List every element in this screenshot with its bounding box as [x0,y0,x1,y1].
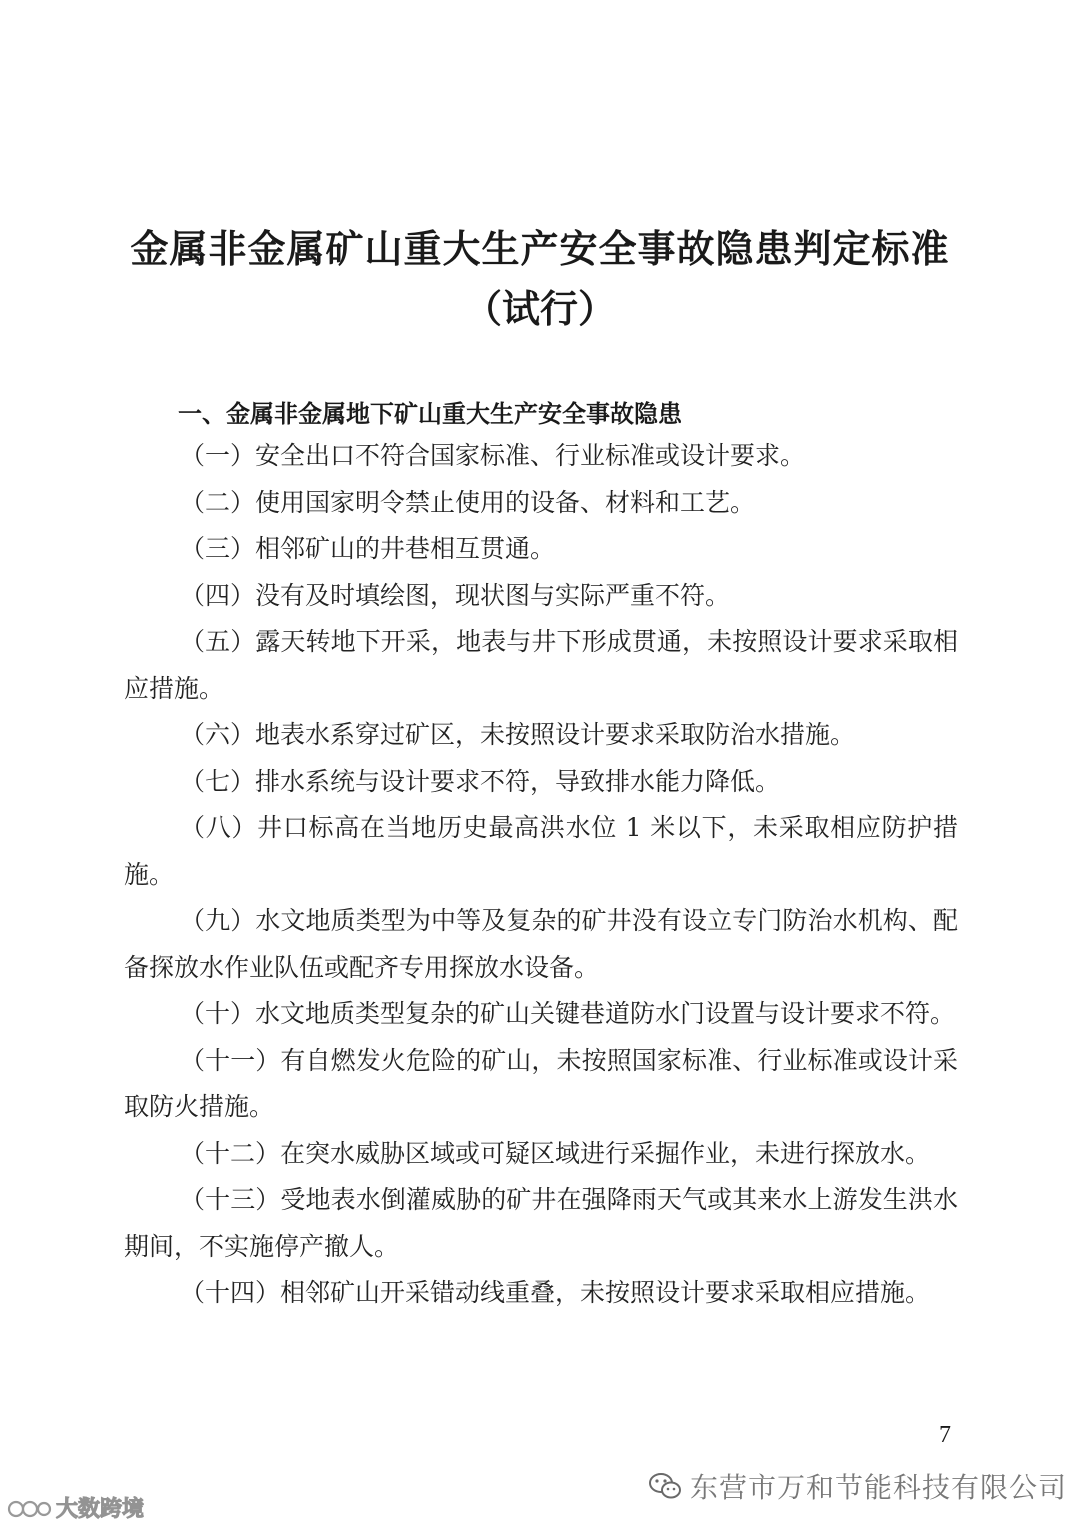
brand-watermark [6,1492,144,1523]
list-item: （一）安全出口不符合国家标准、行业标准或设计要求。 [180,441,806,470]
list-item: （六）地表水系穿过矿区，未按照设计要求采取防治水措施。 [180,720,856,749]
document-title: 金属非金属矿山重大生产安全事故隐患判定标准 [130,226,950,271]
list-item: （二）使用国家明令禁止使用的设备、材料和工艺。 [180,487,756,517]
list-item: （十一）有自燃发火危险的矿山，未按照国家标准、行业标准或设计采取防火措施。 [124,1045,958,1121]
section-heading: 一、金属非金属地下矿山重大生产安全事故隐患 [178,400,682,428]
list-item: （十）水文地质类型复杂的矿山关键巷道防水门设置与设计要求不符。 [180,999,956,1028]
page-number: 7 [939,1422,951,1448]
list-item: （八）井口标高在当地历史最高洪水位 1 米以下，未采取相应防护措施。 [124,813,958,889]
list-item: （七）排水系统与设计要求不符，导致排水能力降低。 [180,766,781,796]
list-item: （九）水文地质类型为中等及复杂的矿井没有设立专门防治水机构、配备探放水作业队伍或配齐专用探放水设备。 [124,906,958,982]
list-item: （十二）在突水威胁区域或可疑区域进行采掘作业，未进行探放水。 [180,1138,931,1168]
company-name: 东营市万和节能科技有限公司 [690,1471,1068,1504]
brand-logo-icon [6,1493,52,1523]
list-item: （三）相邻矿山的井巷相互贯通。 [180,534,556,563]
hazard-list [124,433,958,1317]
document-subtitle: （试行） [463,286,616,331]
list-item: （四）没有及时填绘图，现状图与实际严重不符。 [180,580,731,610]
wechat-icon [648,1472,682,1500]
company-watermark [648,1466,1067,1506]
brand-name: 大数跨境 [56,1497,145,1522]
list-item: （十四）相邻矿山开采错动线重叠，未按照设计要求采取相应措施。 [180,1278,931,1307]
list-item: （五）露天转地下开采，地表与井下形成贯通，未按照设计要求采取相应措施。 [124,627,958,703]
list-item: （十三）受地表水倒灌威胁的矿井在强降雨天气或其来水上游发生洪水期间，不实施停产撤人。 [124,1185,958,1261]
